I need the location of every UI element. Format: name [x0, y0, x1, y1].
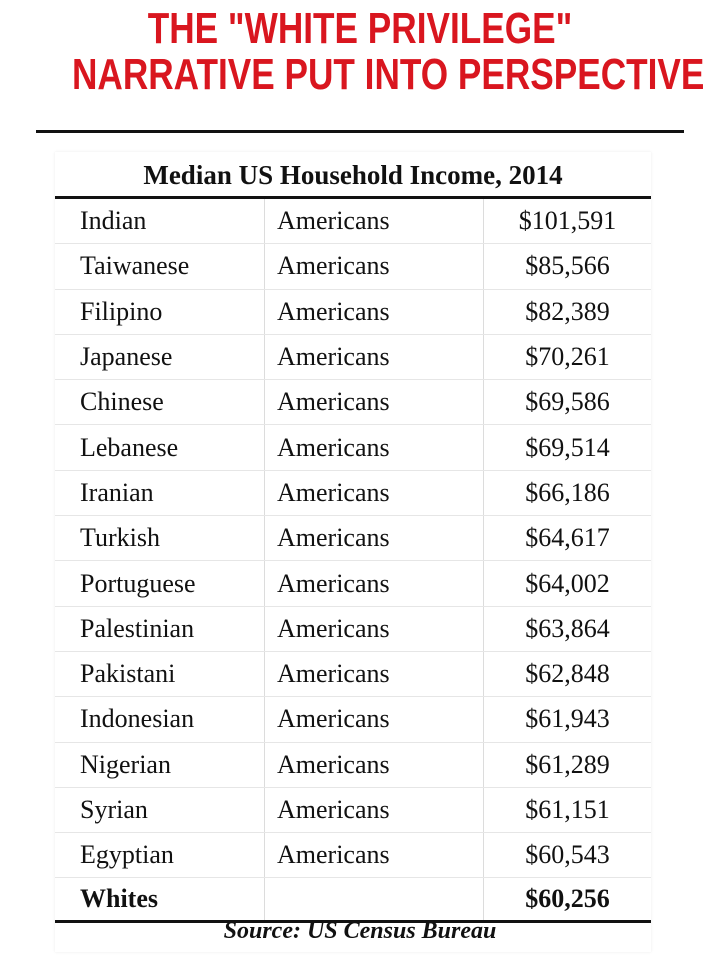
- headline-line-1: THE "WHITE PRIVILEGE": [147, 4, 573, 53]
- label-cell: Americans: [265, 516, 484, 561]
- income-cell: $60,543: [484, 833, 652, 878]
- income-cell: $61,289: [484, 742, 652, 787]
- group-cell: Japanese: [55, 334, 265, 379]
- table-row: [55, 516, 651, 561]
- total-income-cell: $60,256: [484, 878, 652, 922]
- headline-line-2: NARRATIVE PUT INTO PERSPECTIVE: [72, 50, 705, 99]
- group-cell: Indonesian: [55, 697, 265, 742]
- label-cell: Americans: [265, 833, 484, 878]
- table-row: [55, 425, 651, 470]
- label-cell: Americans: [265, 425, 484, 470]
- total-label-cell: [265, 878, 484, 922]
- label-cell: Americans: [265, 742, 484, 787]
- label-cell: Americans: [265, 651, 484, 696]
- group-cell: Portuguese: [55, 561, 265, 606]
- group-cell: Filipino: [55, 289, 265, 334]
- table-row: [55, 289, 651, 334]
- table-row: [55, 651, 651, 696]
- group-cell: Indian: [55, 198, 265, 244]
- income-cell: $69,514: [484, 425, 652, 470]
- label-cell: Americans: [265, 334, 484, 379]
- income-cell: $66,186: [484, 470, 652, 515]
- table-title: Median US Household Income, 2014: [55, 154, 651, 198]
- income-cell: $64,002: [484, 561, 652, 606]
- table-row: [55, 334, 651, 379]
- income-cell: $63,864: [484, 606, 652, 651]
- group-cell: Syrian: [55, 787, 265, 832]
- group-cell: Chinese: [55, 380, 265, 425]
- table-header-row: [55, 154, 651, 198]
- income-cell: $62,848: [484, 651, 652, 696]
- headline-divider: [36, 130, 684, 133]
- income-cell: $101,591: [484, 198, 652, 244]
- label-cell: Americans: [265, 244, 484, 289]
- group-cell: Pakistani: [55, 651, 265, 696]
- label-cell: Americans: [265, 198, 484, 244]
- group-cell: Lebanese: [55, 425, 265, 470]
- income-cell: $85,566: [484, 244, 652, 289]
- group-cell: Taiwanese: [55, 244, 265, 289]
- label-cell: Americans: [265, 380, 484, 425]
- label-cell: Americans: [265, 787, 484, 832]
- table-row: [55, 470, 651, 515]
- group-cell: Iranian: [55, 470, 265, 515]
- table-row: [55, 380, 651, 425]
- table-row: [55, 742, 651, 787]
- label-cell: Americans: [265, 561, 484, 606]
- income-table: [55, 154, 651, 923]
- table-row: [55, 244, 651, 289]
- label-cell: Americans: [265, 289, 484, 334]
- table-row: [55, 606, 651, 651]
- label-cell: Americans: [265, 606, 484, 651]
- table-row: [55, 833, 651, 878]
- group-cell: Nigerian: [55, 742, 265, 787]
- income-cell: $70,261: [484, 334, 652, 379]
- group-cell: Egyptian: [55, 833, 265, 878]
- table-row: [55, 198, 651, 244]
- total-group-cell: Whites: [55, 878, 265, 922]
- group-cell: Palestinian: [55, 606, 265, 651]
- label-cell: Americans: [265, 470, 484, 515]
- income-cell: $61,943: [484, 697, 652, 742]
- income-cell: $69,586: [484, 380, 652, 425]
- group-cell: Turkish: [55, 516, 265, 561]
- table-body: [55, 198, 651, 922]
- table-total-row: [55, 878, 651, 922]
- table-row: [55, 697, 651, 742]
- income-cell: $61,151: [484, 787, 652, 832]
- table-row: [55, 561, 651, 606]
- source-caption: Source: US Census Bureau: [223, 918, 497, 944]
- label-cell: Americans: [265, 697, 484, 742]
- table-row: [55, 787, 651, 832]
- income-cell: $82,389: [484, 289, 652, 334]
- income-cell: $64,617: [484, 516, 652, 561]
- headline: [72, 4, 705, 99]
